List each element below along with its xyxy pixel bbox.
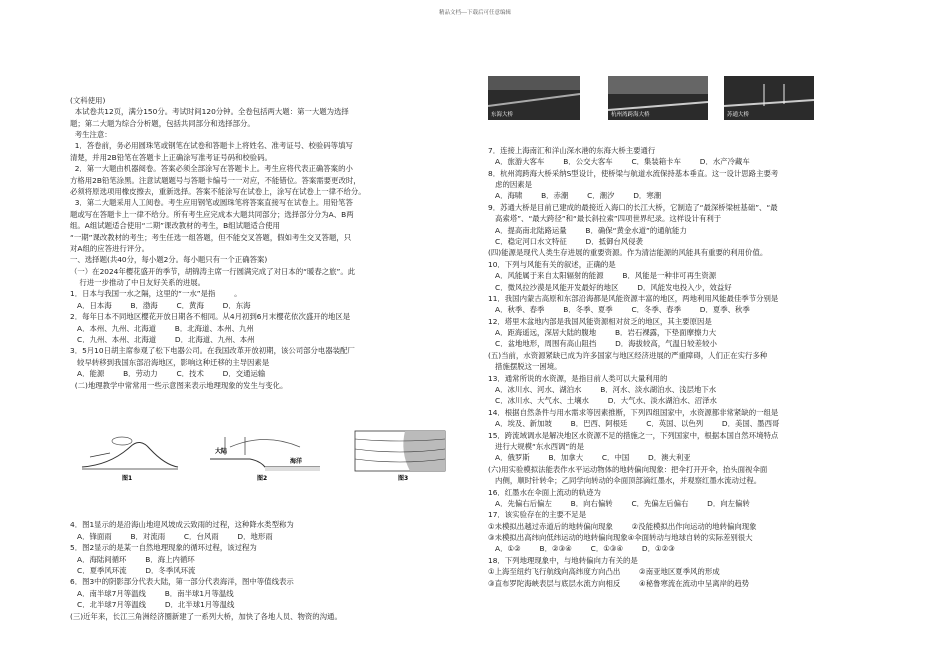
text-line: 较早转移到我国东部沿海地区，影响这种迁移的主导因素是 xyxy=(70,357,270,367)
text-line: 2．每年日本不同地区樱花开放日期各不相同。从4月初到6月末樱花依次盛开的地区是 xyxy=(70,312,351,322)
figure-row xyxy=(70,427,465,483)
text-line: A．旅游大客车 B．公交大客车 C．集装箱卡车 D．水产冷藏车 xyxy=(488,157,750,167)
photo-sutong-bridge xyxy=(724,76,814,120)
text-line: 必须将原选项用橡皮擦去，重新选择。答案不能涂写在试卷上，涂写在试卷上一律不给分。 xyxy=(70,186,366,196)
text-line: 进行大规模“东水西调”的是 xyxy=(488,441,585,451)
left-column xyxy=(70,72,465,633)
text-line: A．①② B．②③④ C．①③④ D．①②③ xyxy=(488,544,675,554)
text-line: 一、选择题(共40分，每小题2分。每小题只有一个正确答案) xyxy=(70,255,268,265)
page-header: 精品文档---下载后可任意编辑 xyxy=(439,10,511,16)
bridge-photos xyxy=(0,76,950,126)
text-line: A．南半球7月等温线 B．南半球1月等温线 xyxy=(70,588,234,598)
text-line: A．本州、九州、北海道 B．北海道、本州、九州 xyxy=(70,323,254,333)
left-text-block-2 xyxy=(70,519,465,622)
text-line: 清楚，并用2B铅笔在答题卡上正确涂写准考证号码和校验码。 xyxy=(70,152,272,162)
text-line: 4．图1显示的是沿海山地迎风坡成云致雨的过程，这种降水类型称为 xyxy=(70,520,294,530)
text-line: A．日本海 B．渤海 C．黄海 D．东海 xyxy=(70,300,251,310)
text-line: 方格用2B铅笔涂黑。注意试题题号与答题卡编号一一对应，不能错位。答案需要更改时， xyxy=(70,175,361,185)
text-line: A．锋面雨 B．对流雨 C．台风雨 D．地形雨 xyxy=(70,531,273,541)
text-line: (四)能源是现代人类生存进展的重要资源。作为清洁能源的风能具有重要的利用价值。 xyxy=(488,248,768,258)
text-line: 14．根据自然条件与用水需求等因素推断，下列四组国家中，水资源都非常紧缺的一组是 xyxy=(488,407,779,417)
text-line: 虑的因素是 xyxy=(488,179,533,189)
text-line: A．冰川水、河水、湖泊水 B．河水、淡水湖泊水、浅层地下水 xyxy=(488,385,717,395)
text-line: (二)地理教学中常常用一些示意图来表示地理现象的发生与变化。 xyxy=(70,380,288,390)
text-line: 措施摆脱这一困境。 xyxy=(488,362,562,372)
text-line: 题或写在答题卡上一律不给分。所有考生应完成本大题共同部分；选择部分分为A、B两 xyxy=(70,209,354,219)
text-line: C．北半球7月等温线 D．北半球1月等温线 xyxy=(70,600,235,610)
photo-donghai-bridge xyxy=(488,76,580,120)
figure-2-caption: 图2 xyxy=(257,475,268,483)
text-line: ①上海至纽约飞行航线向高纬度方向凸出 ②南亚地区夏季风的形成 xyxy=(488,567,720,577)
text-line: “一期”课改教材的考生；考生任选一组答题，但不能交叉答题，假如考生交叉答题，只 xyxy=(70,232,352,242)
figure-2-land-sea xyxy=(205,427,325,483)
text-line: 11．我国内蒙古高原和东部沿海都是风能资源丰富的地区，两地利用风能最佳季节分别是 xyxy=(488,293,779,303)
text-line: C．微风拉沙漠是风能开发最好的地区 D．风能发电投入少，效益好 xyxy=(488,282,732,292)
text-line: C．夏季风环流 D．冬季风环流 xyxy=(70,565,196,575)
photo-caption: 苏通大桥 xyxy=(727,112,750,118)
text-line: 15．跨流域调水是解决地区水资源不足的措施之一，下列国家中，根据本国自然环境特点 xyxy=(488,430,779,440)
text-line: 12．塔里木盆地内部是我国风能资源相对贫乏的地区，其主要原因是 xyxy=(488,316,712,326)
figure-3-isolines xyxy=(350,427,450,483)
text-line: （一）在2024年樱花盛开的季节，胡锦涛主席一行圆满完成了对日本的“暖春之旅”。此 xyxy=(70,266,356,276)
text-line: 18．下列地理现象中，与地转偏向力有关的是 xyxy=(488,555,638,565)
text-line: 内侧，顺时针转伞；乙同学向转动的伞面顶部滴红墨水，并观察红墨水流动过程。 xyxy=(488,476,762,486)
text-line: ③直布罗陀海峡表层与底层水流方向相反 ④秘鲁寒流在流动中呈离岸的趋势 xyxy=(488,578,750,588)
text-line: 9．苏通大桥是目前已建成的最接近入海口的长江大桥，它制造了“最深桥梁桩基础”、“最 xyxy=(488,202,778,212)
text-line: 13．通常所说的水资源，是指目前人类可以大量利用的 xyxy=(488,373,668,383)
text-line: (六)用实验模拟法能表作水平运动物体的地转偏向现象：把伞打开开伞，抬头面视伞面 xyxy=(488,464,768,474)
text-line: (三)近年来，长江三角洲经济圈新建了一系列大桥，加快了各地人员、物资的沟通。 xyxy=(70,611,342,621)
text-line: A．提高南北陆路运量 B．确保“黄金水道”的通航能力 xyxy=(488,225,687,235)
text-line: A．海啸 B．赤潮 C．潮汐 D．寒潮 xyxy=(488,191,662,201)
text-line: 5．图2显示的是某一自然地理现象的循环过程，该过程为 xyxy=(70,543,257,553)
text-line: C．冰川水、大气水、土壤水 D．大气水、淡水湖泊水、沼泽水 xyxy=(488,396,717,406)
text-line: C．九州、本州、北海道 D．北海道、九州、本州 xyxy=(70,335,255,345)
left-text-block xyxy=(70,95,465,391)
text-line: 高索塔”、“最大跨径”和“最长斜拉索”四项世界纪录。这样设计有利于 xyxy=(488,214,722,224)
text-line: (五)当前，水资源紧缺已成为许多国家与地区经济进展的严重障碍，人们正在实行多种 xyxy=(488,350,768,360)
text-line: ③未模拟出高纬向低纬运动的地转偏向现象④伞面转动与地球自转的实际差别很大 xyxy=(488,533,753,543)
text-line: A．能源 B．劳动力 C．技术 D．交通运输 xyxy=(70,369,266,379)
figure-3-caption: 图3 xyxy=(398,475,409,483)
figure-1-caption: 图1 xyxy=(122,475,133,483)
text-line: 3．5月10日胡主席参观了松下电器公司。在我国改革开放初期，该公司部分电器装配厂 xyxy=(70,346,355,356)
text-line: 8．杭州湾跨海大桥采纳S型设计，使桥梁与航道水流保持基本垂直。这一设计思路主要考 xyxy=(488,168,779,178)
photo-caption: 杭州湾跨海大桥 xyxy=(611,112,650,118)
text-line: 3．第二大题采用人工阅卷。考生应用钢笔或圆珠笔将答案直接写在试卷上。用铅笔答 xyxy=(70,198,353,208)
text-line: 6．图3中的阴影部分代表大陆，第一部分代表海洋，图中等值线表示 xyxy=(70,577,294,587)
text-line: 16．红墨水在伞面上流动的轨迹为 xyxy=(488,487,601,497)
text-line: 行进一步推动了中日友好关系的进展。 xyxy=(70,278,206,288)
right-text-block xyxy=(488,145,888,589)
figure-1-mountain xyxy=(80,427,180,483)
text-line: 2．第一大题由机器阅卷。答案必须全部涂写在答题卡上。考生应将代表正确答案的小 xyxy=(70,164,353,174)
text-line: C．盆地地形，周围有高山阻挡 D．海拔较高，气温日较差较小 xyxy=(488,339,717,349)
right-column xyxy=(488,122,888,600)
text-line: 考生注意： xyxy=(70,129,112,139)
text-line: 本试卷共12页，满分150分。考试时间120分钟。全卷包括两大题：第一大题为选择 xyxy=(70,107,349,117)
text-line: (文科使用) xyxy=(70,95,106,105)
photo-caption: 东海大桥 xyxy=(491,112,514,118)
text-line: A．先偏右后偏左 B．向右偏转 C．先偏左后偏右 D．向左偏转 xyxy=(488,498,750,508)
photo-hangzhou-bay-bridge xyxy=(608,76,708,120)
continent-label: 大陆 xyxy=(215,448,228,456)
text-line: 对A组的应答进行评分。 xyxy=(70,243,149,253)
text-line: C．稳定河口水文特征 D．抵御台风侵袭 xyxy=(488,236,643,246)
text-line: 17．该实验存在的主要不足是 xyxy=(488,510,587,520)
text-line: 1．答卷前，务必用圆珠笔或钢笔在试卷和答题卡上将姓名、准考证号、校验码等填写 xyxy=(70,141,353,151)
text-line: A．距海遥远，深居大陆的腹地 B．岩石裸露，下垫面摩擦力大 xyxy=(488,328,717,338)
text-line: 10．下列与风能有关的叙述，正确的是 xyxy=(488,259,616,269)
text-line: A．海陆间循环 B．海上内循环 xyxy=(70,554,195,564)
text-line: 题；第二大题为综合分析题，包括共同部分和选择部分。 xyxy=(70,118,255,128)
text-line: 1．日本与我国一水之隔，这里的“一水”是指 。 xyxy=(70,289,242,299)
text-line: A．风能属于来自太阳辐射的能源 B．风能是一种非可再生资源 xyxy=(488,271,717,281)
text-line: ①未模拟出越过赤道后的地转偏向现象 ②没能模拟出作向运动的地转偏向现象 xyxy=(488,521,757,531)
text-line: A．埃及、新加坡 B．巴西、阿根廷 C．英国、以色列 D．美国、墨西哥 xyxy=(488,419,780,429)
ocean-label: 海洋 xyxy=(290,458,303,466)
text-line: 7．连接上海南汇和洋山深水港的东海大桥主要通行 xyxy=(488,145,656,155)
text-line: A．俄罗斯 B．加拿大 C．中国 D．澳大利亚 xyxy=(488,453,691,463)
text-line: 组。A组试题适合使用“二期”课改教材的考生，B组试题适合使用 xyxy=(70,221,280,231)
text-line: A．秋季、春季 B．冬季、夏季 C．冬季、春季 D．夏季、秋季 xyxy=(488,305,750,315)
